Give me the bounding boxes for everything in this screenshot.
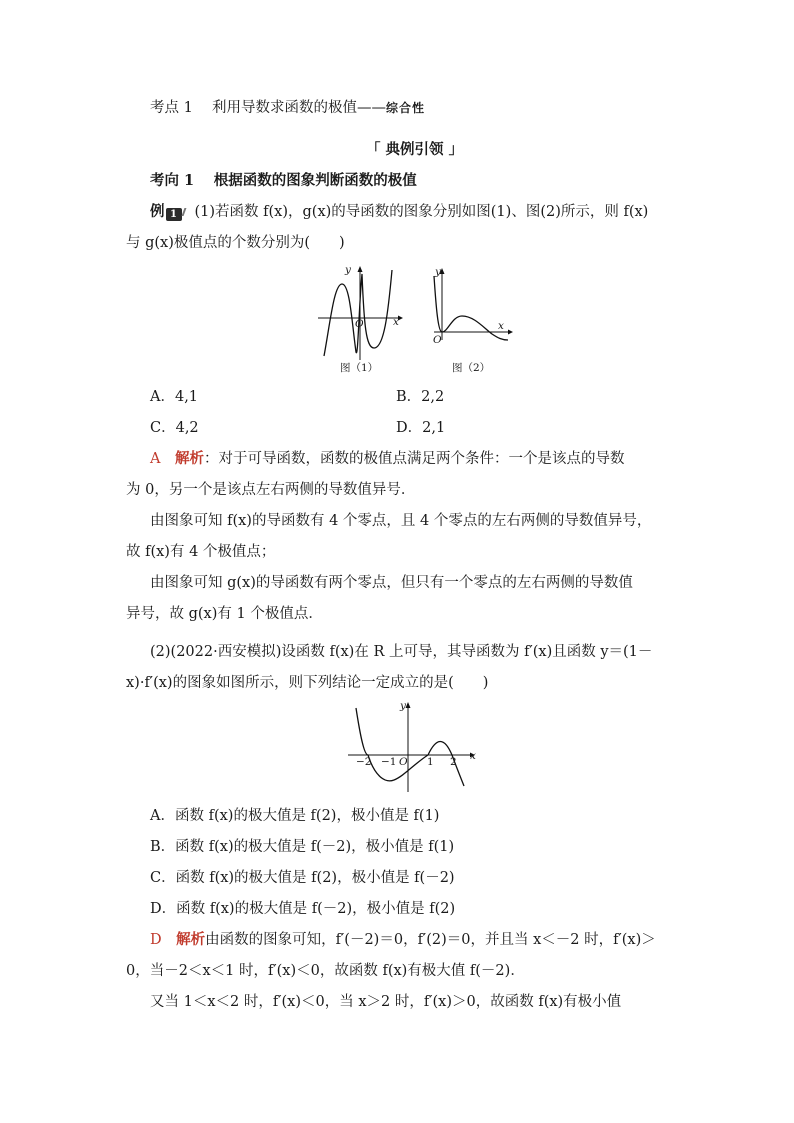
ex1-option-d[interactable]: D．2,1 [396, 420, 446, 436]
section-banner: 「 典例引领 」 [366, 141, 464, 158]
example-badge-icon: 1 [166, 208, 182, 221]
fig2-curve [434, 276, 508, 340]
direction-label: 考向 1 [150, 172, 195, 189]
point-tag: 综合性 [385, 101, 425, 115]
point-label: 考点 1 [150, 100, 193, 116]
example1-text1: (1)若函数 f(x)，g(x)的导函数的图象分别如图(1)、图(2)所示，则 f(x) [194, 204, 649, 220]
fig3-origin-label: O [399, 756, 408, 768]
fig3-tick-m1: −1 [381, 756, 397, 768]
ex2-analysis-line1: D 解析由函数的图象可知，f′(－2)＝0，f′(2)＝0，并且当 x＜－2 时，f′(x)＞ [150, 931, 656, 948]
ex1-analysis-line1: A 解析：对于可导函数，函数的极值点满足两个条件：一个是该点的导数 [150, 450, 625, 467]
fig2-x-label: x [498, 320, 504, 332]
ex1-option-c[interactable]: C．4,2 [150, 420, 199, 436]
ex2-line2: x)·f′(x)的图象如图所示，则下列结论一定成立的是( ) [126, 675, 489, 691]
direction-heading [150, 171, 417, 191]
ex2-analysis-label: 解析 [176, 931, 206, 948]
figure1-graph [316, 264, 406, 360]
fig1-x-label: x [393, 316, 399, 328]
fig2-x-arrow [508, 330, 513, 335]
ex1-answer: A [150, 451, 161, 467]
ex2-analysis-line3: 又当 1＜x＜2 时，f′(x)＜0，当 x＞2 时，f′(x)＞0，故函数 f(x)有极小值 [150, 994, 622, 1010]
figure3-graph [344, 698, 484, 794]
ex1-analysis-line6: 异号，故 g(x)有 1 个极值点． [126, 606, 323, 622]
fig3-x-label: x [470, 750, 476, 762]
fig3-tick-p2: 2 [450, 756, 457, 768]
point-title: 利用导数求函数的极值—— [211, 100, 386, 116]
ex1-option-a[interactable]: A．4,1 [150, 389, 199, 405]
fig1-origin-label: O [355, 318, 364, 330]
fig2-y-label: y [435, 266, 441, 278]
ex2-option-c[interactable]: C．函数 f(x)的极大值是 f(2)，极小值是 f(－2) [150, 870, 455, 886]
fig1-y-label: y [345, 264, 351, 276]
ex1-analysis-line4: 故 f(x)有 4 个极值点； [126, 544, 276, 560]
ex2-option-d[interactable]: D．函数 f(x)的极大值是 f(－2)，极小值是 f(2) [150, 901, 456, 917]
ex1-analysis-line5: 由图象可知 g(x)的导函数有两个零点，但只有一个零点的左右两侧的导数值 [150, 575, 633, 591]
section-heading [150, 98, 425, 118]
fig2-caption: 图（2） [452, 362, 491, 374]
ex1-analysis-line3: 由图象可知 f(x)的导函数有 4 个零点，且 4 个零点的左右两侧的导数值异号， [150, 513, 652, 529]
ex1-analysis-label: 解析 [174, 450, 204, 467]
ex2-option-a[interactable]: A．函数 f(x)的极大值是 f(2)，极小值是 f(1) [150, 808, 440, 824]
fig2-origin-label: O [433, 334, 442, 346]
leaf-icon [181, 208, 194, 216]
example1-line1: 例 1 (1)若函数 f(x)，g(x)的导函数的图象分别如图(1)、图(2)所示，则 f(x) [150, 203, 649, 220]
ex2-analysis-line2: 0，当－2＜x＜1 时，f′(x)＜0，故函数 f(x)有极大值 f(－2)． [126, 963, 525, 979]
fig3-tick-m2: −2 [356, 756, 372, 768]
fig3-y-arrow [406, 702, 411, 708]
fig3-curve [356, 708, 464, 786]
ex2-option-b[interactable]: B．函数 f(x)的极大值是 f(－2)，极小值是 f(1) [150, 839, 455, 855]
ex2-line1: (2)(2022·西安模拟)设函数 f(x)在 R 上可导，其导函数为 f′(x)且函数 y＝(1－ [150, 644, 653, 660]
ex2-answer: D [150, 932, 162, 948]
ex1-analysis-line2: 为 0，另一个是该点左右两侧的导数值异号． [126, 482, 416, 498]
fig3-tick-p1: 1 [427, 756, 434, 768]
fig3-y-label: y [400, 700, 406, 712]
fig1-y-arrow [358, 266, 363, 272]
example1-line2: 与 g(x)极值点的个数分别为( ) [126, 235, 345, 251]
direction-title: 根据函数的图象判断函数的极值 [213, 172, 417, 189]
fig1-curve [324, 270, 392, 356]
ex1-option-b[interactable]: B．2,2 [396, 389, 445, 405]
fig1-caption: 图（1） [340, 362, 379, 374]
